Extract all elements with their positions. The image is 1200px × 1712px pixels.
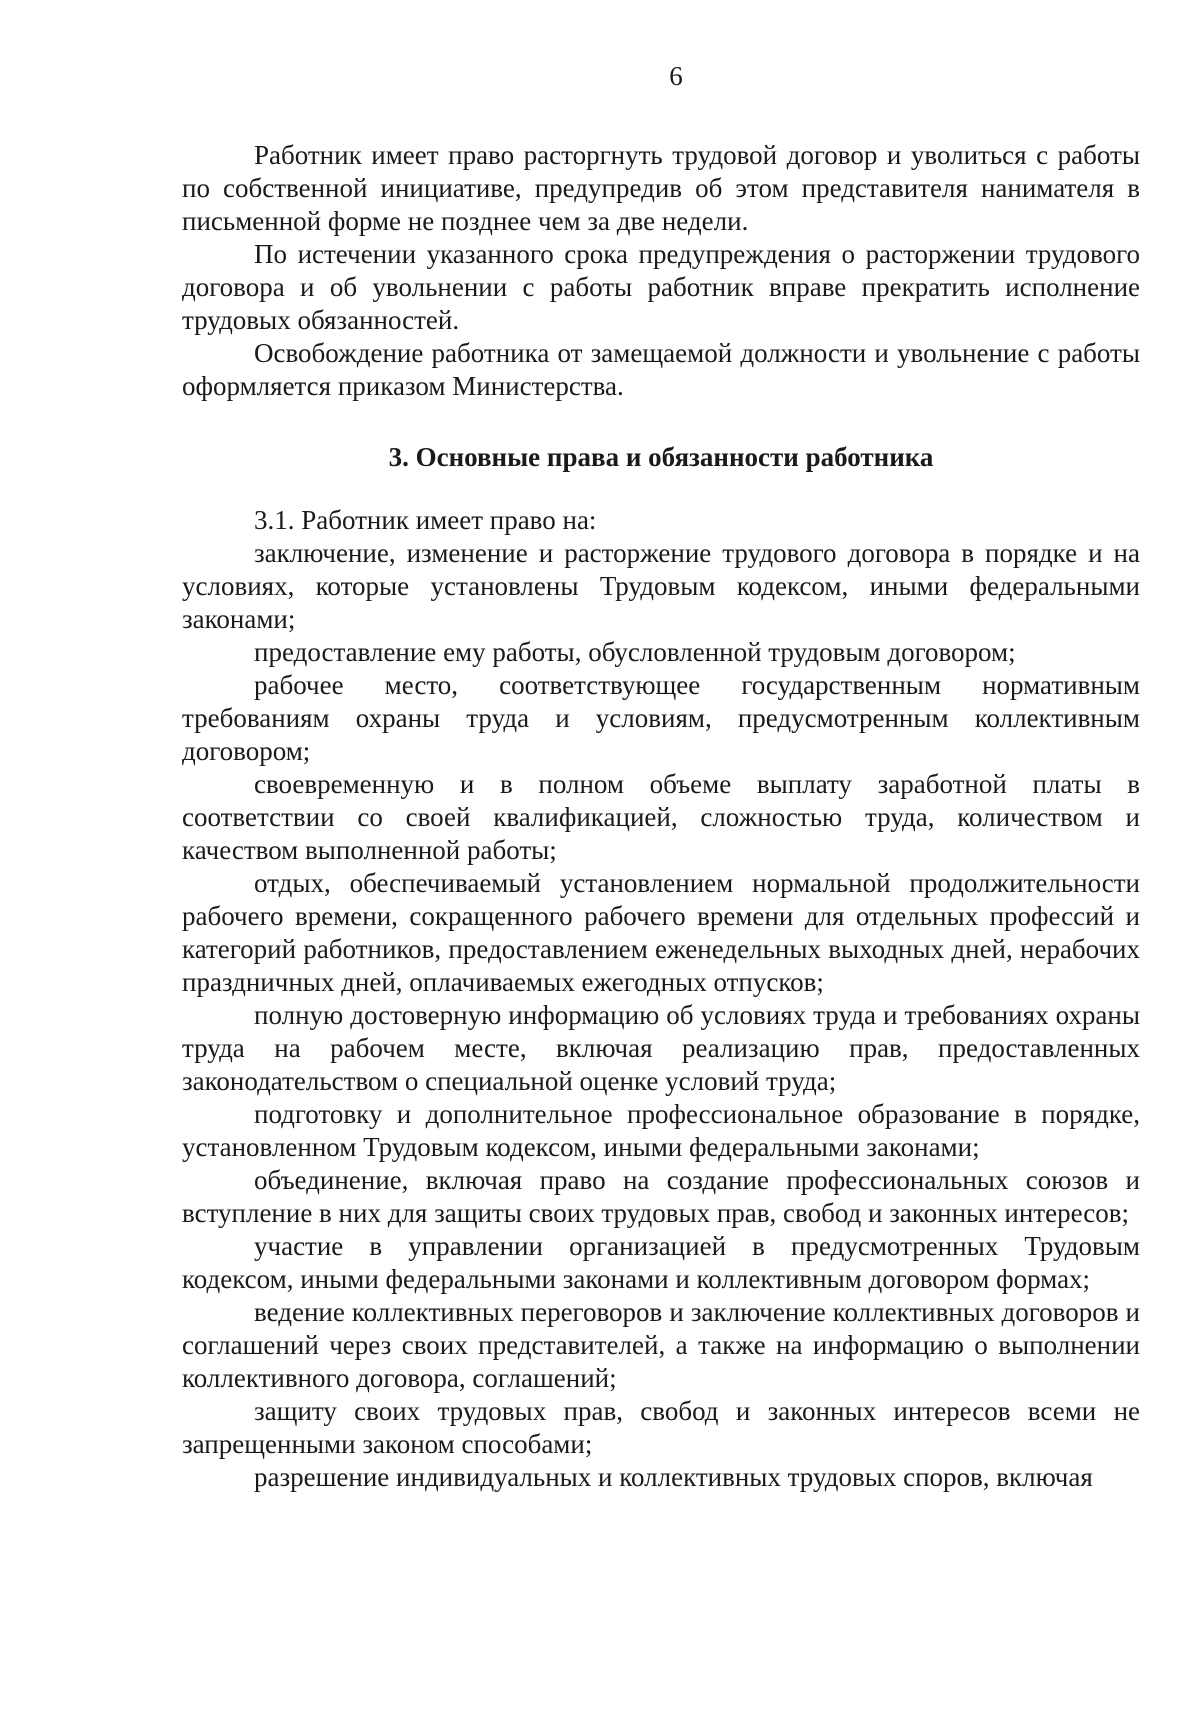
right-item: подготовку и дополнительное профессиональное образование в порядке, установленном Трудовым кодексом, иными федеральными законами;	[182, 1099, 1140, 1162]
right-item: защиту своих трудовых прав, свобод и законных интересов всеми не запрещенными законом способами;	[182, 1396, 1140, 1459]
right-item: своевременную и в полном объеме выплату заработной платы в соответствии со своей квалификацией, сложностью труда, количеством и качеством выполненной работы;	[182, 769, 1140, 865]
right-item: объединение, включая право на создание профессиональных союзов и вступление в них для защиты своих трудовых прав, свобод и законных интересов;	[182, 1165, 1140, 1228]
right-item: разрешение индивидуальных и коллективных трудовых споров, включая	[254, 1462, 1093, 1492]
intro-paragraph: Работник имеет право расторгнуть трудовой договор и уволиться с работы по собственной инициативе, предупредив об этом представителя нанимателя в письменной форме не позднее чем за две недели.	[182, 140, 1140, 236]
right-item: полную достоверную информацию об условиях труда и требованиях охраны труда на рабочем месте, включая реализацию прав, предоставленных законодательством о специальной оценке условий труда;	[182, 1000, 1140, 1096]
intro-paragraph: Освобождение работника от замещаемой должности и увольнение с работы оформляется приказом Министерства.	[182, 338, 1140, 401]
section-heading: 3. Основные права и обязанности работника	[388, 442, 934, 472]
document-page	[182, 60, 1140, 1494]
right-item: участие в управлении организацией в предусмотренных Трудовым кодексом, иными федеральными законами и коллективным договором формах;	[182, 1231, 1140, 1294]
clause-intro: 3.1. Работник имеет право на:	[254, 505, 597, 535]
right-item: ведение коллективных переговоров и заключение коллективных договоров и соглашений через своих представителей, а также на информацию о выполнении коллективного договора, соглашений;	[182, 1297, 1140, 1393]
page-number: 6	[669, 61, 683, 91]
intro-paragraph: По истечении указанного срока предупреждения о расторжении трудового договора и об увольнении с работы работник вправе прекратить исполнение трудовых обязанностей.	[182, 239, 1140, 335]
right-item: рабочее место, соответствующее государственным нормативным требованиям охраны труда и условиям, предусмотренным коллективным договором;	[182, 670, 1140, 766]
right-item: заключение, изменение и расторжение трудового договора в порядке и на условиях, которые установлены Трудовым кодексом, иными федеральными законами;	[182, 538, 1140, 634]
right-item: предоставление ему работы, обусловленной трудовым договором;	[254, 637, 1016, 667]
right-item: отдых, обеспечиваемый установлением нормальной продолжительности рабочего времени, сокращенного рабочего времени для отдельных профессий и категорий работников, предоставлением еженедельных выходных дней, нерабочих праздничных дней, оплачиваемых ежегодных отпусков;	[182, 868, 1140, 997]
